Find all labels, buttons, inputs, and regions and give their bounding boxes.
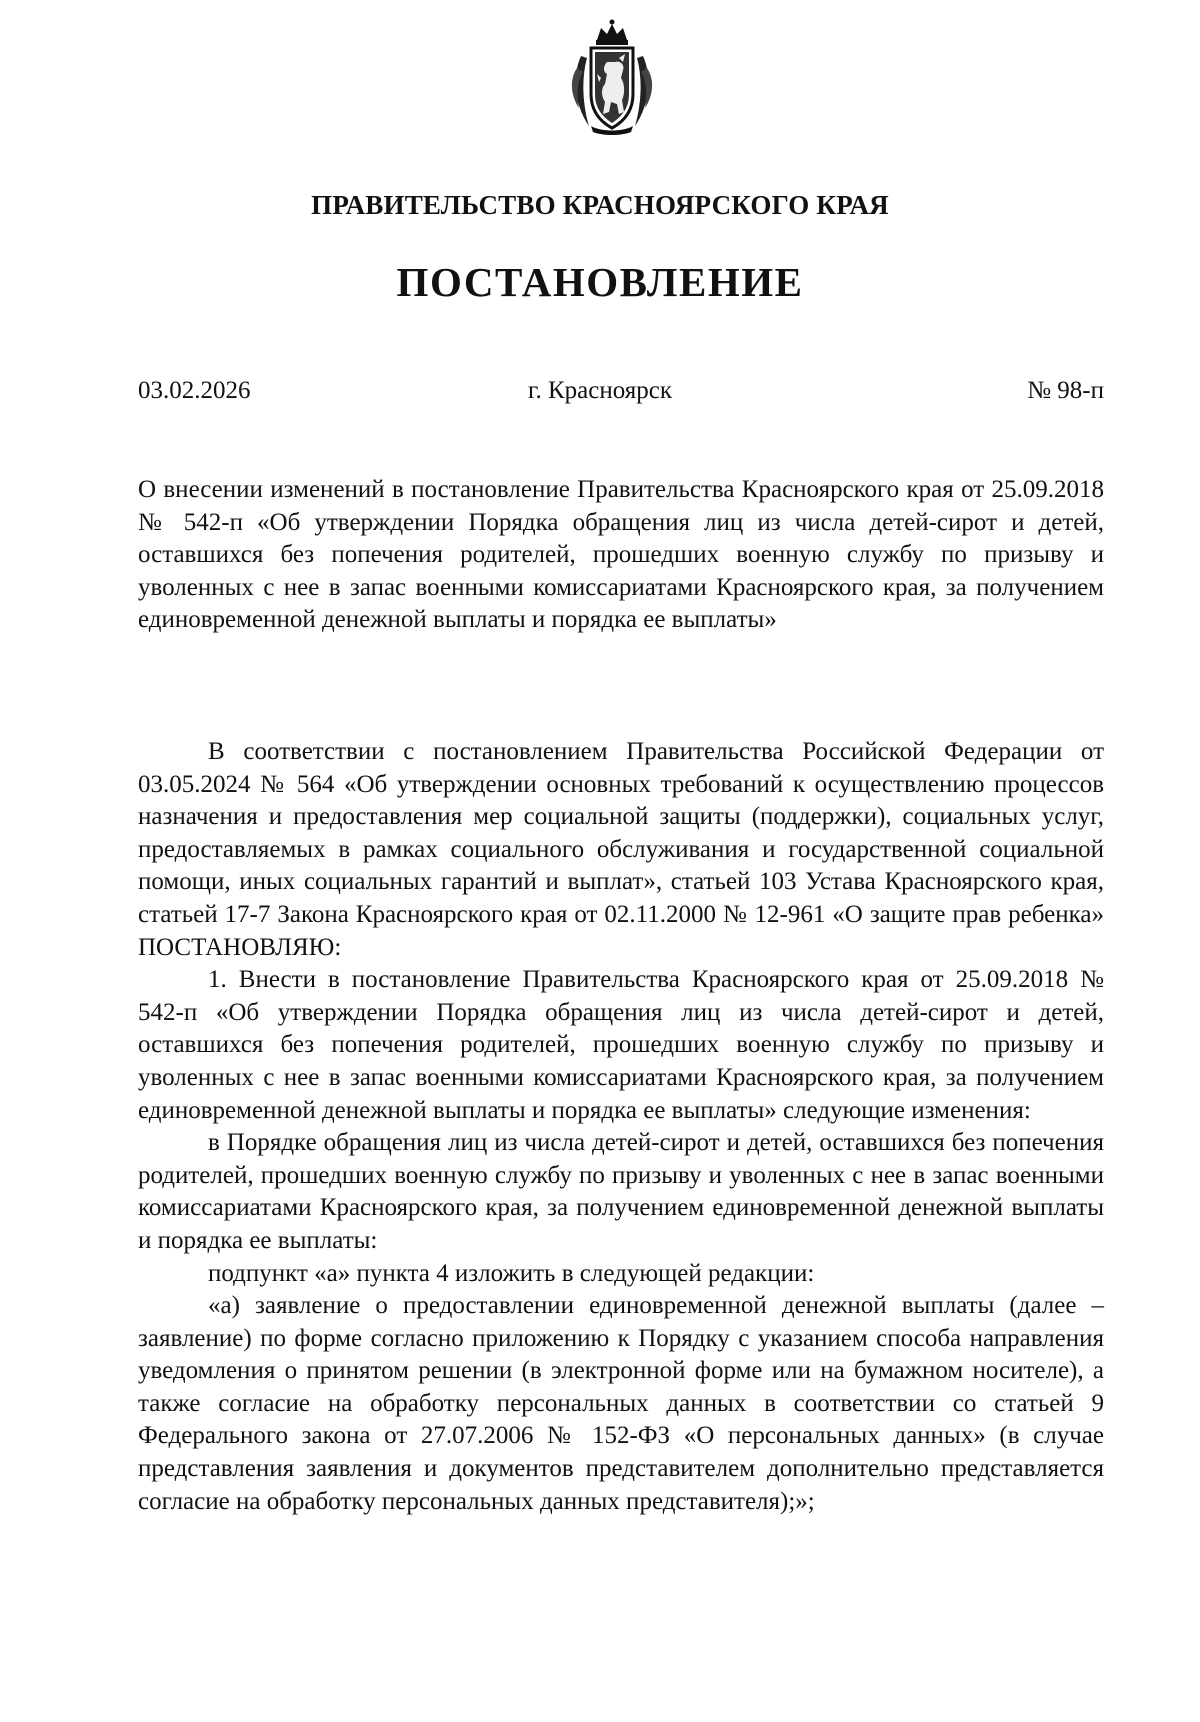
document-type: ПОСТАНОВЛЕНИЕ <box>396 259 804 305</box>
paragraph-subclause-intro: подпункт «а» пункта 4 изложить в следующей редакции: <box>208 1259 815 1287</box>
document-city: г. Красноярск <box>528 377 672 404</box>
paragraph-procedure: в Порядке обращения лиц из числа детей-сирот и детей, оставшихся без попечения родителей, прошедших военную службу по призыву и уволенных с нее в запас военными комиссариатами Красноярского края, за получением единовременной денежной выплаты и порядка ее выплаты: <box>138 1129 1104 1254</box>
paragraph-subclause-a: «а) заявление о предоставлении единовременной денежной выплаты (далее – заявление) по форме согласно приложению к Порядку с указанием способа направления уведомления о принятом решении (в электронной форме или на бумажном носителе), а также согласие на обработку персональных данных в соответствии со статьей 9 Федерального закона от 27.07.2006 № 152-ФЗ «О персональных данных» (в случае представления заявления и документов представителем дополнительно представляется согласие на обработку персональных данных представителя);»; <box>138 1292 1104 1515</box>
document-body <box>138 736 1104 1518</box>
document-title: О внесении изменений в постановление Правительства Красноярского края от 25.09.2018 № 542-п «Об утверждении Порядка обращения лиц из числа детей-сирот и детей, оставшихся без попечения родителей, прошедших военную службу по призыву и уволенных с нее в запас военными комиссариатами Красноярского края, за получением единовременной денежной выплаты и порядка ее выплаты» <box>138 476 1104 634</box>
krasnoyarsk-coat-of-arms-icon <box>567 18 657 138</box>
organization-name: ПРАВИТЕЛЬСТВО КРАСНОЯРСКОГО КРАЯ <box>311 190 889 220</box>
document-number: № 98-п <box>1027 377 1104 404</box>
paragraph-preamble: В соответствии с постановлением Правительства Российской Федерации от 03.05.2024 № 564 «Об утверждении основных требований к осуществлению процессов назначения и предоставления мер социальной защиты (поддержки), социальных услуг, предоставляемых в рамках социального обслуживания и государственной социальной помощи, иных социальных гарантий и выплат», статьей 103 Устава Красноярского края, статьей 17-7 Закона Красноярского края от 02.11.2000 № 12-961 «О защите прав ребенка» ПОСТАНОВЛЯЮ: <box>138 738 1104 961</box>
document-date: 03.02.2026 <box>138 377 251 404</box>
paragraph-item-1: 1. Внести в постановление Правительства Красноярского края от 25.09.2018 № 542-п «Об утверждении Порядка обращения лиц из числа детей-сирот и детей, оставшихся без попечения родителей, прошедших военную службу по призыву и уволенных с нее в запас военными комиссариатами Красноярского края, за получением единовременной денежной выплаты и порядка ее выплаты» следующие изменения: <box>138 966 1104 1124</box>
